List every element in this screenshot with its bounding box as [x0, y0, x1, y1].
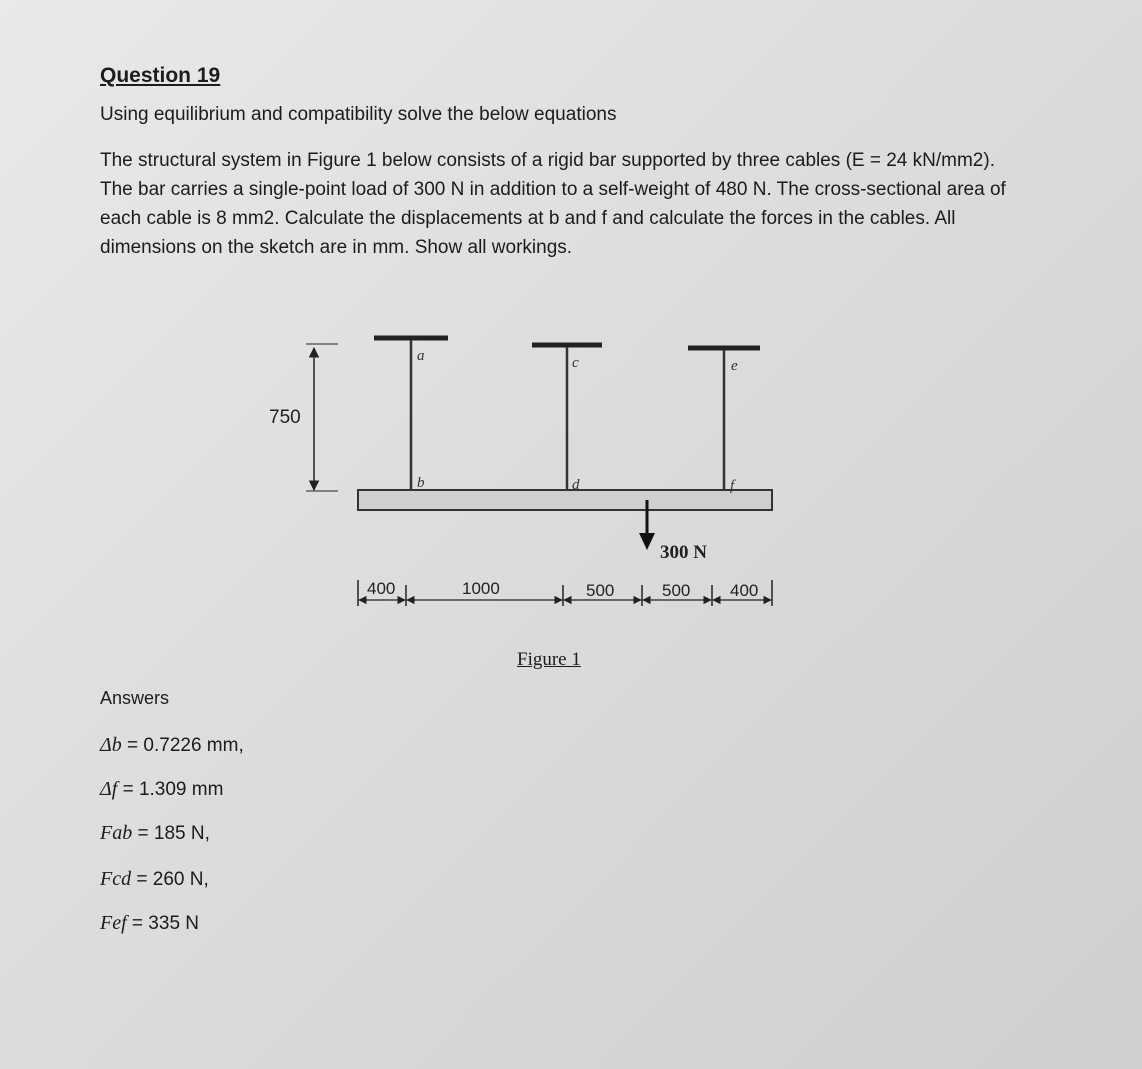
answer-symbol: Fef	[100, 912, 127, 934]
answer-fcd	[100, 868, 209, 891]
load-arrowhead	[639, 533, 655, 550]
span-label-1: 400	[367, 579, 396, 598]
question-subtitle: Using equilibrium and compatibility solve the below equations	[100, 104, 617, 125]
answer-delta-b	[100, 734, 244, 757]
answer-symbol: Fab	[100, 822, 133, 844]
answer-symbol: Fcd	[100, 868, 132, 890]
question-title: Question 19	[100, 64, 221, 87]
answer-fab	[100, 822, 210, 845]
label-b: b	[417, 475, 425, 491]
answer-delta-f	[100, 778, 223, 801]
answers-title: Answers	[100, 688, 170, 708]
label-e: e	[731, 358, 738, 374]
answer-value: = 335 N	[126, 913, 200, 934]
answer-value: = 0.7226 mm,	[121, 735, 244, 756]
load-label: 300 N	[660, 542, 707, 563]
answer-value: = 185 N,	[132, 823, 210, 844]
label-a: a	[417, 348, 425, 364]
label-f: f	[730, 478, 735, 494]
answer-symbol: Δf	[100, 778, 118, 800]
answer-value: = 260 N,	[131, 869, 209, 890]
label-d: d	[572, 477, 580, 493]
rigid-bar	[358, 490, 772, 510]
answer-symbol: Δb	[100, 734, 122, 756]
question-body: The structural system in Figure 1 below consists of a rigid bar supported by three cables (E = 24 kN/mm2). The bar carries a single-point load of 300 N in addition to a self-weight of 480 N. The cross-sectional area of each cable is 8 mm2. Calculate the displacements at b and f and calculate the forces in the cables. All dimensions on the sketch are in mm. Show all workings.	[100, 150, 1006, 258]
span-label-2: 1000	[462, 579, 500, 598]
answer-fef	[100, 912, 199, 935]
label-c: c	[572, 355, 579, 371]
span-label-3: 500	[586, 581, 615, 600]
span-label-4: 500	[662, 581, 691, 600]
span-label-5: 400	[730, 581, 759, 600]
height-label: 750	[269, 407, 301, 428]
figure-caption: Figure 1	[517, 649, 581, 670]
answer-value: = 1.309 mm	[117, 779, 224, 800]
